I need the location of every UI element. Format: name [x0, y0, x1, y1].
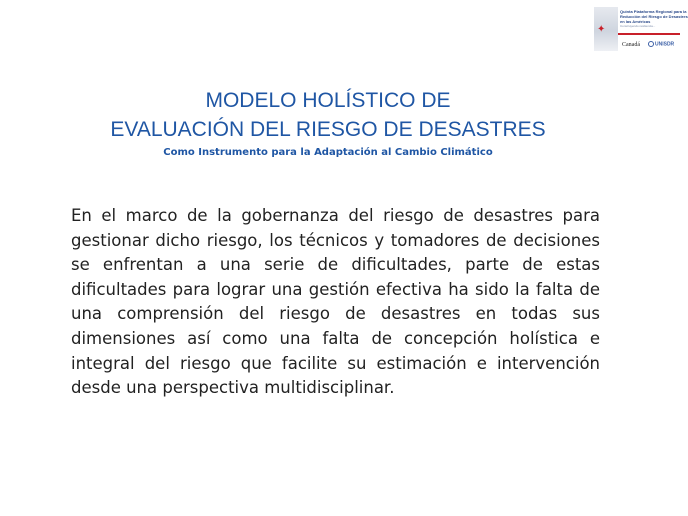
logo-divider [618, 33, 680, 35]
page-subtitle: Como Instrumento para la Adaptación al Cambio Climático [163, 147, 493, 158]
maple-leaf-icon: ✦ [597, 24, 606, 35]
un-emblem-icon [648, 41, 654, 47]
title-block [60, 86, 596, 160]
logo-line-3: en las Américas [620, 19, 651, 24]
page-title-line-2: EVALUACIÓN DEL RIESGO DE DESASTRES [110, 118, 546, 141]
logo-subline: Construyendo resiliencia... [620, 24, 656, 28]
platform-logo [594, 7, 688, 53]
logo-line-2: Reducción del Riesgo de Desastres [620, 14, 688, 19]
unisdr-wordmark [648, 41, 674, 47]
logo-footer [622, 41, 680, 51]
body-paragraph: En el marco de la gobernanza del riesgo de desastres para gestionar dicho riesgo, los técnicos y tomadores de decisiones se enfrentan a una serie de dificultades, parte de estas dificultades para lograr una gestión efectiva ha sido la falta de una comprensión del riesgo de desastres en todas sus dimensiones así como una falta de concepción holística e integral del riesgo que facilite su estimación e intervención desde una perspectiva multidisciplinar. [71, 206, 600, 398]
logo-line-1: Quinta Plataforma Regional para la [620, 9, 687, 14]
canada-wordmark: Canadá [622, 42, 640, 48]
logo-text [620, 9, 688, 28]
unisdr-label: UNISDR [655, 41, 675, 48]
page-title-line-1: MODELO HOLÍSTICO DE [205, 89, 451, 112]
